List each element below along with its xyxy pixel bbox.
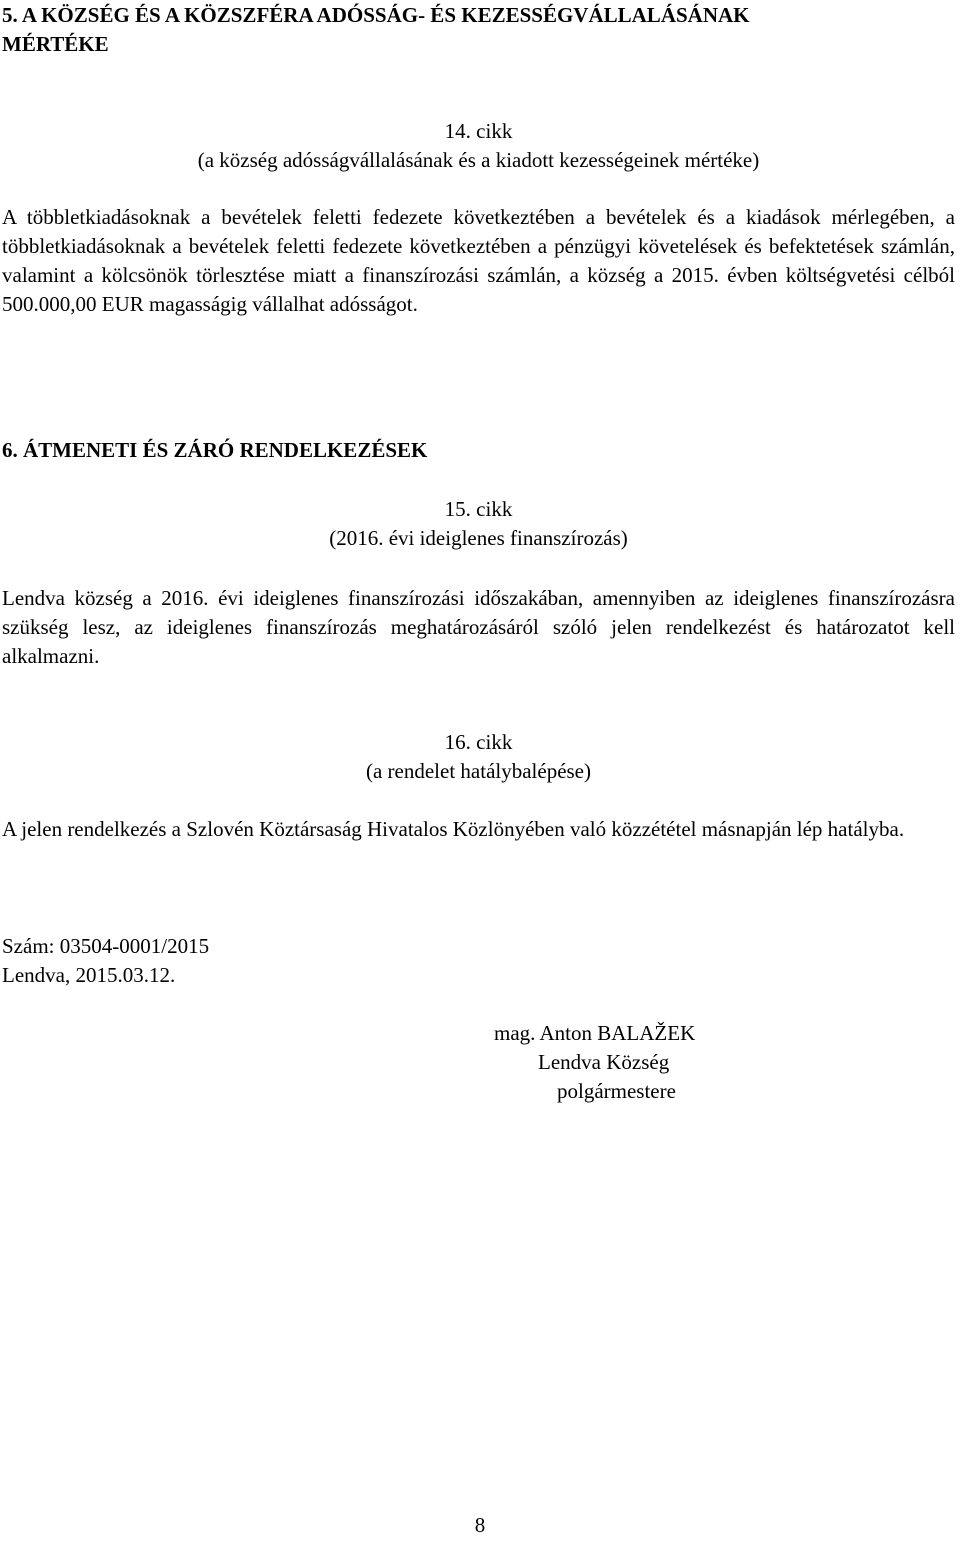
article-16-title: (a rendelet hatálybalépése) bbox=[365, 759, 592, 783]
article-15-text: Lendva község a 2016. évi ideiglenes finanszírozási időszakában, amennyiben az ideiglenes finanszírozásra szükség lesz, az ideiglenes finanszírozás meghatározásáról szóló jelen rendelkezést és határozatot kell alkalmazni. bbox=[2, 586, 955, 668]
article-16-number: 16. cikk bbox=[444, 730, 513, 754]
article-15-title: (2016. évi ideiglenes finanszírozás) bbox=[329, 526, 628, 550]
place-date: Lendva, 2015.03.12. bbox=[2, 963, 176, 987]
article-15-header bbox=[2, 495, 955, 553]
reference-block bbox=[2, 932, 955, 990]
article-16-text: A jelen rendelkezés a Szlovén Köztársaság Hivatalos Közlönyében való közzététel másnapján lép hatályba. bbox=[2, 817, 905, 841]
section-5-heading-line1: 5. A KÖZSÉG ÉS A KÖZSZFÉRA ADÓSSÁG- ÉS KEZESSÉGVÁLLALÁSÁNAK bbox=[2, 3, 750, 27]
section-5-heading-line2: MÉRTÉKE bbox=[2, 32, 109, 56]
article-14-header bbox=[2, 117, 955, 175]
signatory-role: polgármestere bbox=[557, 1079, 676, 1103]
signatory-name: mag. Anton BALAŽEK bbox=[494, 1021, 696, 1045]
signature-block bbox=[494, 1019, 814, 1106]
section-6-heading: 6. ÁTMENETI ÉS ZÁRÓ RENDELKEZÉSEK bbox=[2, 438, 428, 462]
signatory-municipality: Lendva Község bbox=[538, 1050, 670, 1074]
section-5-heading bbox=[2, 1, 955, 59]
article-16-header bbox=[2, 728, 955, 786]
reference-number: Szám: 03504-0001/2015 bbox=[2, 934, 210, 958]
article-14-number: 14. cikk bbox=[444, 119, 513, 143]
article-15-number: 15. cikk bbox=[444, 497, 513, 521]
article-14-title: (a község adósságvállalásának és a kiadott kezességeinek mértéke) bbox=[197, 148, 760, 172]
article-14-text: A többletkiadásoknak a bevételek feletti fedezete következtében a bevételek és a kiadások mérlegében, a többletkiadásoknak a bevételek feletti fedezete következtében a pénzügyi követelések és befektetések számlán, valamint a kölcsönök törlesztése miatt a finanszírozási számlán, a község a 2015. évben költségvetési célból 500.000,00 EUR magasságig vállalhat adósságot. bbox=[2, 205, 955, 316]
page-number: 8 bbox=[474, 1513, 486, 1537]
